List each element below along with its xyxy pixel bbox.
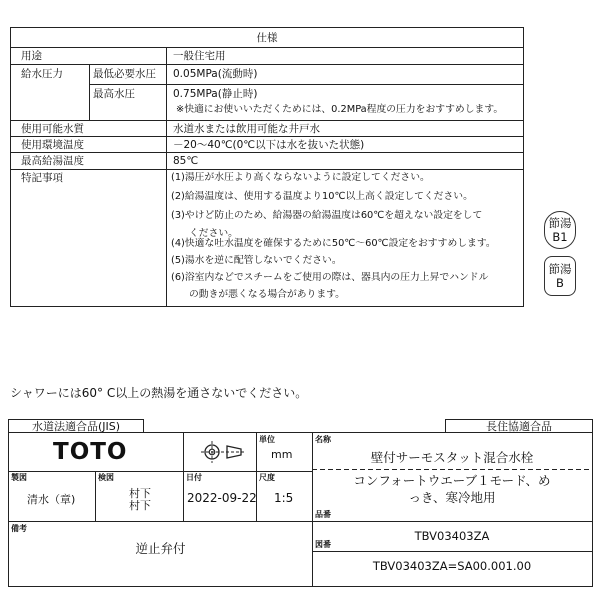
rule bbox=[312, 551, 592, 552]
badge-bottom-label: B bbox=[556, 276, 564, 290]
shower-warning: シャワーには60° C以上の熱湯を通さないでください。 bbox=[10, 386, 308, 400]
usage-label: 用途 bbox=[21, 50, 42, 62]
special-note-item: (5)湯水を逆に配管しないでください。 bbox=[171, 255, 342, 266]
special-notes-label: 特記事項 bbox=[21, 172, 63, 184]
date-header: 日付 bbox=[186, 473, 202, 482]
max-pressure-value: 0.75MPa(静止時) bbox=[173, 88, 258, 100]
unit-header: 単位 bbox=[259, 435, 275, 444]
environment-temp-label: 使用環境温度 bbox=[21, 139, 84, 151]
name-header: 名称 bbox=[315, 435, 331, 444]
toto-logo: TOTO bbox=[53, 439, 128, 465]
product-description-line2: っき、寒冷地用 bbox=[408, 490, 496, 505]
checked-value: 村下 bbox=[129, 499, 151, 512]
special-note-item: (3)やけど防止のため、給湯器の給湯温度は60℃を超えない設定をして bbox=[171, 210, 483, 221]
title-block bbox=[8, 432, 593, 587]
badge-top-label: 節湯 bbox=[548, 262, 572, 276]
rule bbox=[166, 47, 167, 306]
jis-label-box bbox=[8, 419, 144, 433]
dashed-rule bbox=[312, 469, 592, 470]
rule bbox=[95, 471, 96, 521]
rule bbox=[11, 64, 523, 65]
special-note-item: (2)給湯温度は、使用する温度より10℃以上高く設定してください。 bbox=[171, 191, 473, 202]
jis-label: 水道法適合品(JIS) bbox=[31, 420, 121, 433]
rule bbox=[11, 47, 523, 48]
rule bbox=[11, 136, 523, 137]
water-quality-label: 使用可能水質 bbox=[21, 123, 84, 135]
badge-top-label: 節湯 bbox=[548, 216, 572, 230]
pressure-note: ※快適にお使いいただくためには、0.2MPa程度の圧力をおすすめします。 bbox=[176, 104, 504, 115]
rule bbox=[89, 84, 523, 85]
water-saving-b1-badge bbox=[544, 211, 576, 249]
checked-value: 村下 bbox=[129, 487, 151, 500]
scale-value: 1:5 bbox=[274, 491, 294, 505]
max-pressure-label: 最高水圧 bbox=[93, 88, 135, 100]
product-no-value: TBV03403ZA bbox=[414, 529, 490, 543]
environment-temp-value: －20～40℃(0℃以下は水を抜いた状態) bbox=[173, 139, 365, 151]
projection-symbol-icon bbox=[201, 441, 245, 463]
max-hot-water-label: 最高給湯温度 bbox=[21, 155, 84, 167]
drafted-header: 製図 bbox=[11, 473, 27, 482]
rule bbox=[11, 152, 523, 153]
water-saving-b-badge bbox=[544, 256, 576, 296]
special-note-item: (1)湯圧が水圧より高くならないように設定してください。 bbox=[171, 172, 430, 183]
special-note-item: (4)快適な吐水温度を確保するために50℃～60℃設定をおすすめします。 bbox=[171, 238, 496, 249]
usage-value: 一般住宅用 bbox=[173, 50, 226, 62]
product-no-header: 品番 bbox=[315, 510, 331, 519]
association-label-box bbox=[445, 419, 593, 433]
drafted-value: 清水（章) bbox=[27, 493, 76, 506]
rule bbox=[11, 169, 523, 170]
special-note-item: の動きが悪くなる場合があります。 bbox=[189, 289, 345, 300]
water-quality-value: 水道水または飲用可能な井戸水 bbox=[173, 123, 320, 135]
badge-bottom-label: B1 bbox=[552, 230, 568, 244]
product-description-line1: コンフォートウエーブ１モード、め bbox=[353, 473, 551, 488]
special-note-item: ください。 bbox=[189, 228, 238, 239]
rule bbox=[183, 433, 184, 521]
drawing-no-header: 図番 bbox=[315, 540, 331, 549]
spec-table bbox=[10, 27, 524, 307]
remarks-value: 逆止弁付 bbox=[135, 541, 186, 556]
max-hot-water-value: 85℃ bbox=[173, 155, 199, 167]
supply-pressure-label: 給水圧力 bbox=[21, 68, 63, 80]
rule bbox=[11, 120, 523, 121]
min-pressure-value: 0.05MPa(流動時) bbox=[173, 68, 258, 80]
drawing-no-value: TBV03403ZA=SA00.001.00 bbox=[372, 559, 532, 573]
rule bbox=[256, 433, 257, 521]
product-name: 壁付サーモスタット混合水栓 bbox=[370, 450, 534, 465]
rule bbox=[9, 521, 592, 522]
association-label: 長住協適合品 bbox=[486, 420, 552, 433]
date-value: 2022-09-22 bbox=[187, 491, 257, 505]
special-note-item: (6)浴室内などでスチームをご使用の際は、器具内の圧力上昇でハンドル bbox=[171, 272, 489, 283]
min-pressure-label: 最低必要水圧 bbox=[93, 68, 156, 80]
checked-header: 検図 bbox=[98, 473, 114, 482]
rule bbox=[9, 471, 312, 472]
remarks-header: 備考 bbox=[11, 524, 27, 533]
unit-value: mm bbox=[271, 448, 293, 461]
scale-header: 尺度 bbox=[259, 473, 275, 482]
spec-title: 仕様 bbox=[256, 32, 278, 44]
rule bbox=[89, 65, 90, 120]
